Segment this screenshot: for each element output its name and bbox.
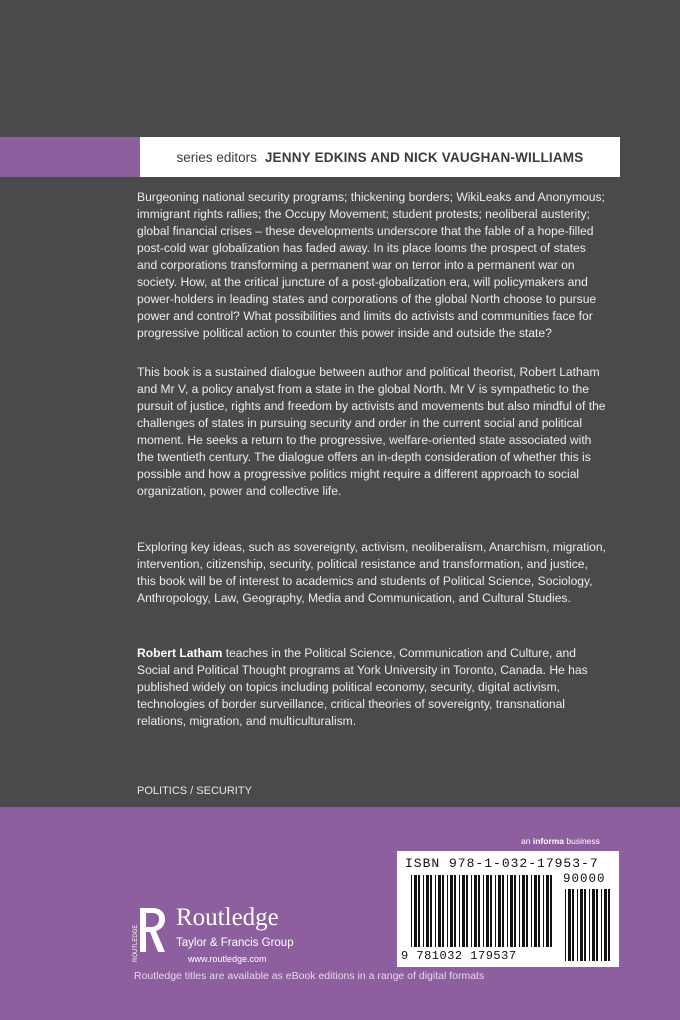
routledge-r-icon — [134, 904, 174, 964]
barcode-bar — [596, 889, 598, 961]
barcode-bar — [526, 875, 528, 947]
svg-text:ROUTLEDGE: ROUTLEDGE — [133, 924, 139, 962]
barcode-bar — [498, 875, 501, 947]
barcode-bar — [462, 875, 465, 947]
price-addon-code: 90000 — [563, 872, 606, 886]
barcode-bar — [426, 875, 429, 947]
barcode-bar — [584, 889, 586, 961]
author-name: Robert Latham — [137, 646, 223, 660]
barcode-bar — [466, 875, 468, 947]
barcode-bar — [478, 875, 480, 947]
blurb-paragraph-2: This book is a sustained dialogue between author and political theorist, Robert Latham and Mr V, a policy analyst from a state in the global North. Mr V is sympathetic to the pursuit of justice, rights and freedom by activists and movements but also mindful of the challenges of states in pursuing security and order in the current social and political moment. He seeks a return to the progressive, welfare-oriented state associated with the twentieth century. The dialogue offers an in-depth consideration of whether this is possible and how a progressive politics might require a different approach to social organization, power and collective life. — [137, 365, 606, 498]
blurb-paragraph-3: Exploring key ideas, such as sovereignty, activism, neoliberalism, Anarchism, migration, intervention, citizenship, security, political resistance and transformation, and justice, this book will be of interest to academics and students of Political Science, Sociology, Anthropology, Law, Geography, Media and Communication, and Cultural Studies. — [137, 540, 606, 605]
barcode-bar — [534, 875, 537, 947]
subject-category: POLITICS / SECURITY — [137, 785, 252, 797]
barcode-bar — [507, 875, 508, 947]
informa-suffix: business — [564, 836, 600, 846]
author-bio-text: teaches in the Political Science, Communication and Culture, and Social and Political Thought programs at York University in Toronto, Canada. He has published widely on topics including political economy, security, digital activism, technologies of border surveillance, critical theories of sovereignty, transnational relations, migration, and multiculturalism. — [137, 646, 588, 728]
barcode-bar — [531, 875, 532, 947]
author-bio — [137, 645, 609, 730]
barcode-bar — [519, 875, 520, 947]
series-editors-banner — [140, 137, 620, 177]
barcode-bar — [411, 875, 412, 947]
barcode-bar — [418, 875, 420, 947]
barcode-bar — [580, 889, 583, 961]
barcode-bar — [538, 875, 540, 947]
barcode-bar — [438, 875, 441, 947]
barcode-bar — [572, 889, 574, 961]
series-editors-prefix: series editors — [176, 149, 257, 165]
routledge-logo — [134, 904, 334, 964]
publisher-name: Routledge — [176, 904, 279, 931]
barcode-bar — [568, 889, 571, 961]
barcode-bar — [601, 889, 602, 961]
barcode-bar — [483, 875, 484, 947]
barcode-bar — [522, 875, 525, 947]
barcode-bar — [414, 875, 417, 947]
barcode-bar — [495, 875, 496, 947]
publisher-group: Taylor & Francis Group — [176, 937, 294, 949]
barcode-bar — [490, 875, 492, 947]
barcode-bar — [423, 875, 424, 947]
series-editors-names: JENNY EDKINS AND NICK VAUGHAN-WILLIAMS — [264, 149, 584, 165]
barcode-bar — [435, 875, 436, 947]
barcode-bar — [510, 875, 513, 947]
barcode-bar — [608, 889, 610, 961]
barcode-bar — [565, 889, 566, 961]
barcode-digits: 9 781032 179537 — [401, 949, 517, 963]
blurb-paragraph-1: Burgeoning national security programs; thickening borders; WikiLeaks and Anonymous; immigrant rights rallies; the Occupy Movement; student protests; neoliberal austerity; global financial crises – these developments underscore that the fable of a hope-filled post-cold war globalization has faded away. In its place looms the prospect of states and corporations transforming a permanent war on terror into a permanent war on society. How, at the critical juncture of a post-globalization era, will policymakers and power-holders in leading states and corporations of the global North choose to pursue power and control? What possibilities and limits do activists and communities face for progressive political action to counter this power inside and outside the state? — [137, 190, 605, 340]
barcode-bar — [442, 875, 444, 947]
informa-business-label — [521, 836, 600, 846]
publisher-url: www.routledge.com — [188, 954, 267, 964]
informa-prefix: an — [521, 836, 533, 846]
barcode-bar — [550, 875, 552, 947]
ebook-availability-note: Routledge titles are available as eBook editions in a range of digital formats — [134, 970, 485, 982]
barcode-bar — [543, 875, 544, 947]
barcode-bar — [546, 875, 549, 947]
barcode-bar — [430, 875, 432, 947]
barcode-bar — [514, 875, 516, 947]
barcode-bar — [474, 875, 477, 947]
barcode-bar — [450, 875, 453, 947]
barcode-bar — [486, 875, 489, 947]
barcode-bar — [454, 875, 456, 947]
barcode-bar — [589, 889, 590, 961]
barcode-bar — [577, 889, 578, 961]
isbn-number: ISBN 978-1-032-17953-7 — [405, 856, 599, 871]
barcode-bar — [604, 889, 607, 961]
barcode-bar — [471, 875, 472, 947]
series-accent-band — [0, 137, 140, 177]
isbn-barcode — [397, 851, 619, 967]
barcode-bar — [447, 875, 448, 947]
barcode-bar — [502, 875, 504, 947]
barcode-bar — [592, 889, 595, 961]
informa-brand: informa — [532, 836, 564, 846]
barcode-bar — [459, 875, 460, 947]
